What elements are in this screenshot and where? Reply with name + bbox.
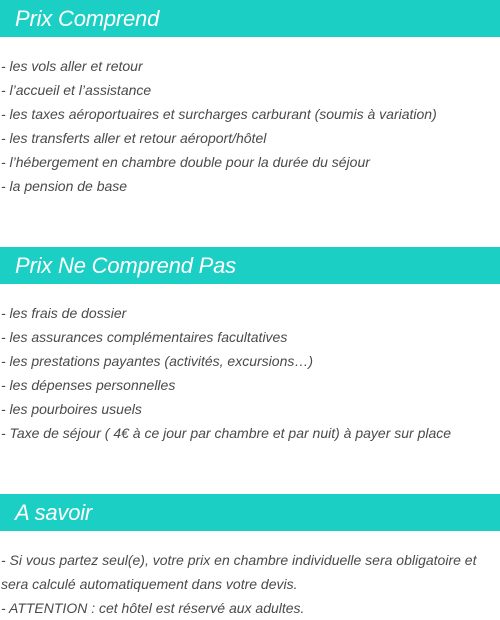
list-item: - l’accueil et l’assistance <box>1 82 152 98</box>
list-item: - les prestations payantes (activités, excursions…) <box>1 353 314 369</box>
list-item: - ATTENTION : cet hôtel est réservé aux adultes. <box>1 600 305 616</box>
section-prix-ne-comprend-pas <box>0 247 500 445</box>
excluded-list <box>0 301 500 445</box>
section-title: Prix Comprend <box>0 0 500 37</box>
list-item: - les transferts aller et retour aéroport/hôtel <box>1 130 267 146</box>
list-item: - les dépenses personnelles <box>1 377 176 393</box>
section-prix-comprend <box>0 0 500 198</box>
list-item: - les taxes aéroportuaires et surcharges carburant (soumis à variation) <box>1 106 437 122</box>
info-list <box>0 548 500 620</box>
list-item: - Si vous partez seul(e), votre prix en chambre individuelle sera obligatoire et sera calculé automatiquement dans votre devis. <box>1 552 477 592</box>
list-item: - les assurances complémentaires facultatives <box>1 329 288 345</box>
list-item: - la pension de base <box>1 178 128 194</box>
list-item: - les vols aller et retour <box>1 58 143 74</box>
list-item: - les frais de dossier <box>1 305 127 321</box>
included-list <box>0 54 500 198</box>
list-item: - les pourboires usuels <box>1 401 142 417</box>
section-a-savoir <box>0 494 500 620</box>
list-item: - l’hébergement en chambre double pour la durée du séjour <box>1 154 370 170</box>
list-item: - Taxe de séjour ( 4€ à ce jour par chambre et par nuit) à payer sur place <box>1 425 452 441</box>
section-title: A savoir <box>0 494 500 531</box>
section-title: Prix Ne Comprend Pas <box>0 247 500 284</box>
